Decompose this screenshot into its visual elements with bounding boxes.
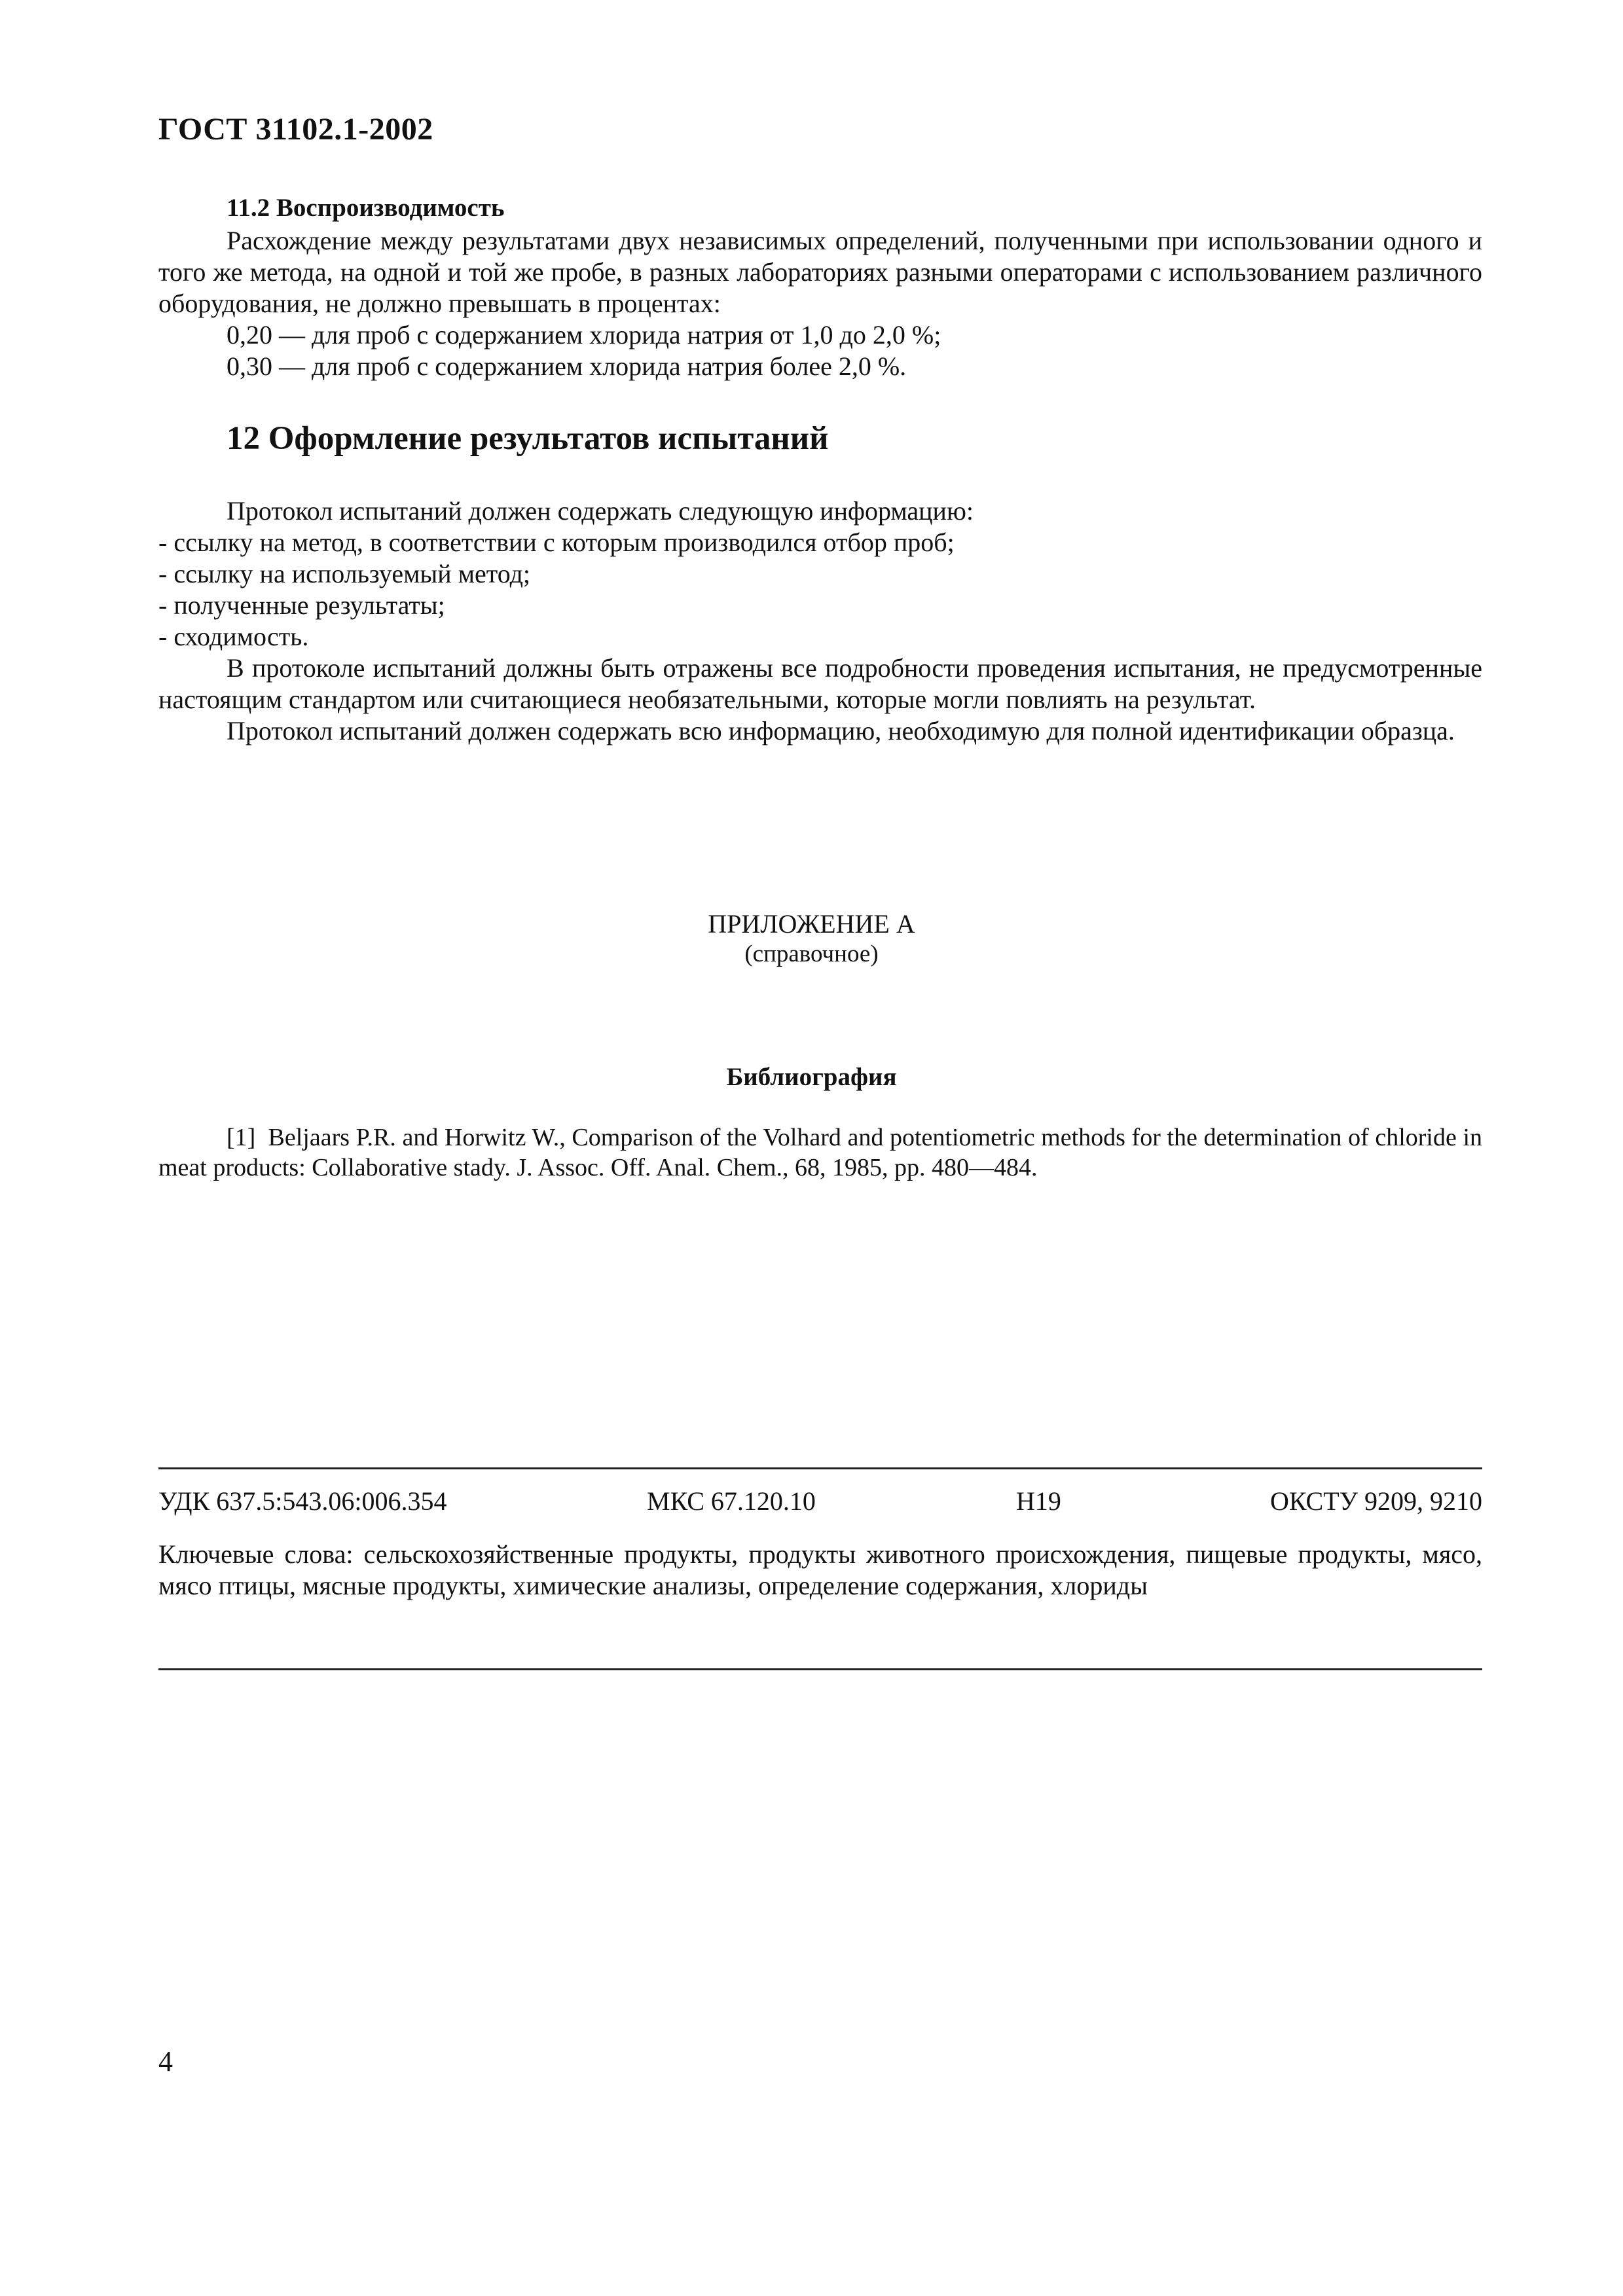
okstu-code: ОКСТУ 9209, 9210: [1269, 1486, 1482, 1516]
appendix-title: ПРИЛОЖЕНИЕ А: [708, 909, 915, 939]
list-item: - ссылку на используемый метод;: [158, 559, 531, 588]
divider-bottom: [158, 1668, 1482, 1670]
section-11-2-paragraph: Расхождение между результатами двух независимых определений, полученными при использовании одного и того же метода, на одной и той же пробе, в разных лабораториях разными операторами с использованием различного оборудования, не должно превышать в процентах:: [158, 226, 1482, 318]
section-12-intro: Протокол испытаний должен содержать следующую информацию:: [227, 496, 974, 526]
section-11-2-item: 0,20 — для проб с содержанием хлорида натрия от 1,0 до 2,0 %;: [227, 320, 941, 350]
keywords: Ключевые слова: сельскохозяйственные продукты, продукты животного происхождения, пищевые продукты, мясо, мясо птицы, мясные продукты, химические анализы, определение содержания, хлориды: [158, 1539, 1482, 1600]
reference-text: Beljaars P.R. and Horwitz W., Comparison of the Volhard and potentiometric methods for the determination of chloride in meat products: Collaborative stady. J. Assoc. Off. Anal. Chem., 68, 1985, pp. 480—484.: [158, 1124, 1483, 1181]
divider-top: [158, 1467, 1482, 1469]
page-number: 4: [158, 2045, 173, 2077]
udk-code: УДК 637.5:543.06:006.354: [158, 1486, 447, 1516]
list-item: - ссылку на метод, в соответствии с которым производился отбор проб;: [158, 528, 955, 557]
bibliography-heading: Библиография: [726, 1063, 897, 1091]
section-11-2: [158, 191, 1482, 382]
standard-code: ГОСТ 31102.1-2002: [158, 112, 433, 147]
reference-number: [1]: [227, 1124, 256, 1151]
list-item: - сходимость.: [158, 622, 309, 651]
group-code: Н19: [1016, 1486, 1061, 1516]
mks-code: МКС 67.120.10: [647, 1486, 816, 1516]
appendix-subtitle: (справочное): [744, 941, 879, 967]
section-11-2-item: 0,30 — для проб с содержанием хлорида натрия более 2,0 %.: [227, 351, 907, 381]
section-12-paragraph-2: Протокол испытаний должен содержать всю информацию, необходимую для полной идентификации образца.: [227, 716, 1455, 745]
bibliography-entry: [158, 1122, 1482, 1183]
section-12-paragraph-1: В протоколе испытаний должны быть отражены все подробности проведения испытания, не предусмотренные настоящим стандартом или считающиеся необязательными, которые могли повлиять на результат.: [158, 653, 1482, 714]
section-12: [158, 495, 1482, 747]
section-11-2-title: 11.2 Воспроизводимость: [227, 194, 505, 222]
classification-codes: [158, 1483, 1482, 1520]
section-12-title: 12 Оформление результатов испытаний: [227, 420, 829, 457]
list-item: - полученные результаты;: [158, 590, 445, 620]
